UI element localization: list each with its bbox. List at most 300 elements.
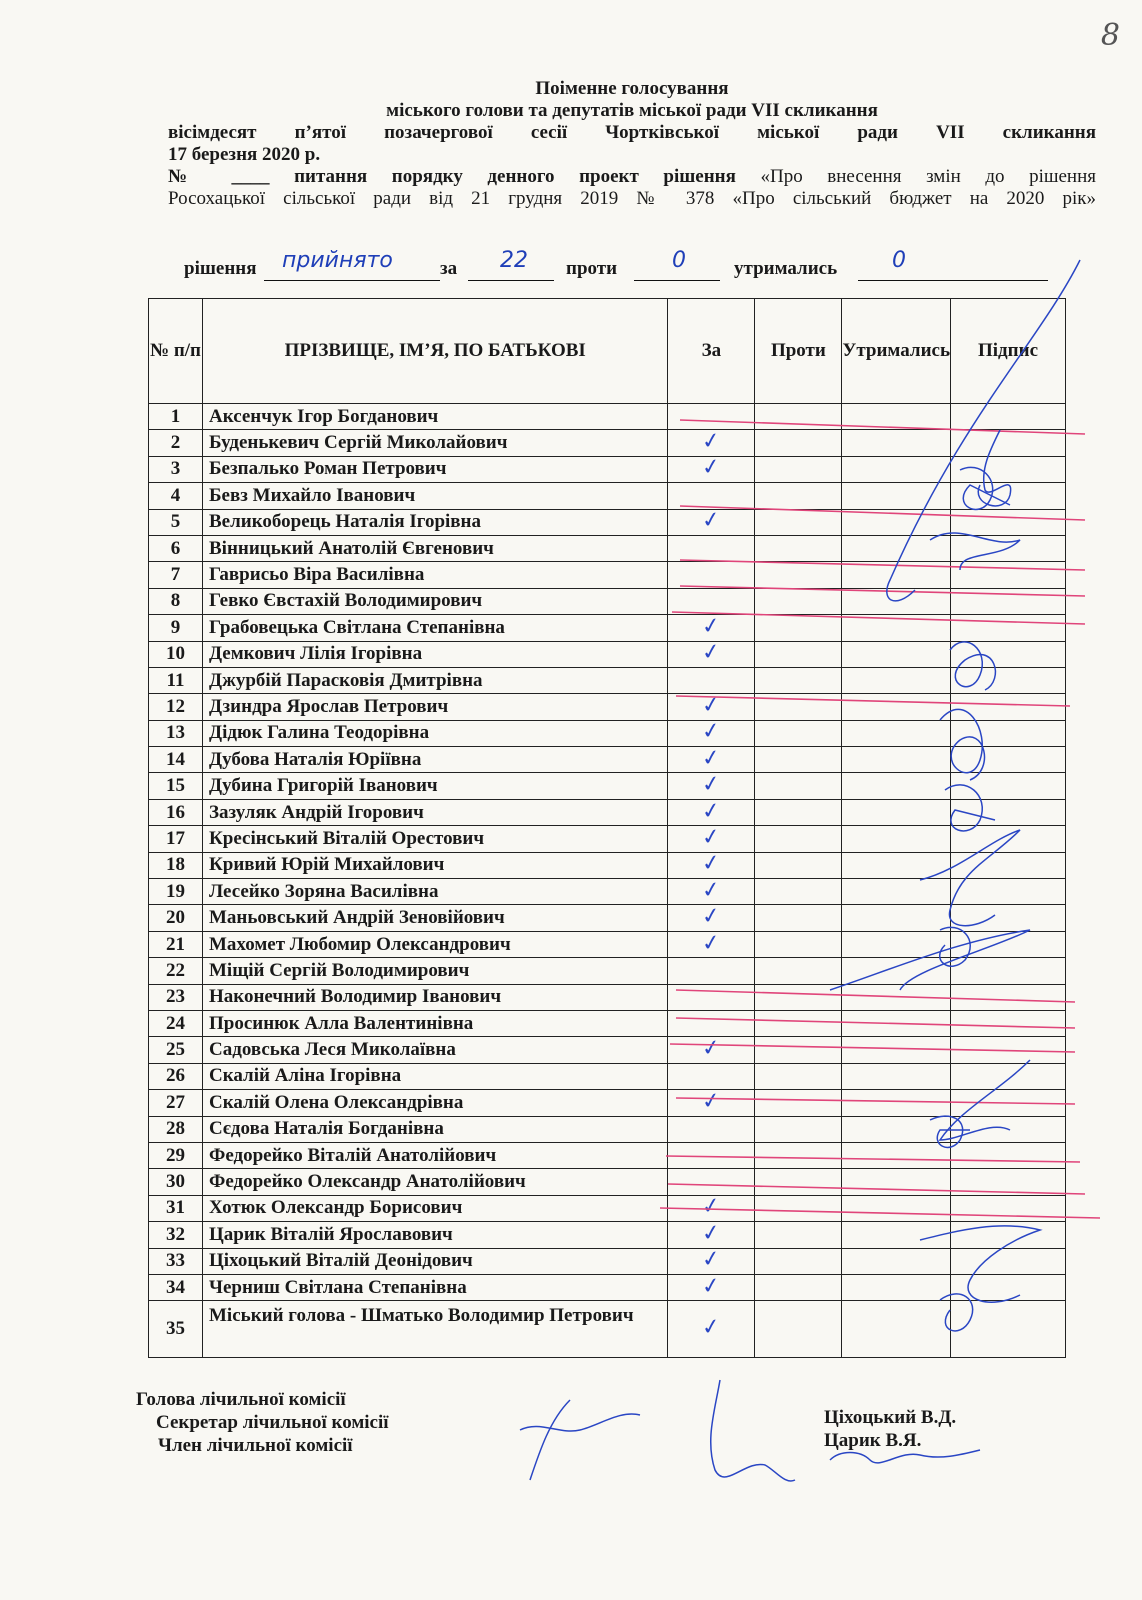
signature-cell	[951, 404, 1066, 430]
row-number: 20	[149, 905, 203, 931]
vote-abstain-cell	[842, 456, 951, 482]
decision-label: рішення	[184, 258, 257, 279]
abstain-count: 0	[892, 248, 906, 273]
table-row	[149, 984, 1066, 1010]
vote-against-cell	[755, 1248, 842, 1274]
vote-against-cell	[755, 588, 842, 614]
deputy-name: Ціхоцький Віталій Деонідович	[203, 1248, 668, 1274]
decision-value: прийнято	[282, 248, 393, 273]
signature-cell	[951, 879, 1066, 905]
deputy-name: Скалій Аліна Ігорівна	[203, 1063, 668, 1089]
vote-abstain-cell	[842, 958, 951, 984]
row-number: 5	[149, 509, 203, 535]
chair-signature	[520, 1400, 640, 1480]
row-number: 31	[149, 1195, 203, 1221]
vote-abstain-cell	[842, 615, 951, 641]
vote-for-cell	[668, 456, 755, 482]
agenda-item	[168, 166, 1096, 188]
table-row	[149, 879, 1066, 905]
vote-for-cell	[668, 984, 755, 1010]
table-row	[149, 404, 1066, 430]
vote-for-cell	[668, 1301, 755, 1358]
signature-cell	[951, 483, 1066, 509]
roll-call-table	[148, 298, 1066, 1358]
deputy-name: Кресінський Віталій Орестович	[203, 826, 668, 852]
checkmark-icon: ✓	[700, 850, 723, 878]
row-number: 23	[149, 984, 203, 1010]
table-row	[149, 1248, 1066, 1274]
checkmark-icon: ✓	[700, 691, 723, 720]
table-row	[149, 1274, 1066, 1300]
row-number: 1	[149, 404, 203, 430]
vote-abstain-cell	[842, 1274, 951, 1300]
deputy-name: Царик Віталій Ярославович	[203, 1222, 668, 1248]
signature-cell	[951, 1142, 1066, 1168]
deputy-name: Зазуляк Андрій Ігорович	[203, 799, 668, 825]
vote-for-cell	[668, 744, 755, 773]
decision-underline	[264, 280, 440, 281]
agenda-item-title-start: «Про внесення змін до рішення	[735, 166, 1097, 187]
vote-against-cell	[755, 1195, 842, 1221]
table-row	[149, 1142, 1066, 1168]
table-row	[149, 905, 1066, 931]
vote-against-cell	[755, 720, 842, 746]
checkmark-icon: ✓	[700, 718, 723, 746]
deputy-name: Дубова Наталія Юріївна	[203, 747, 668, 773]
deputy-name: Скалій Олена Олександрівна	[203, 1090, 668, 1116]
deputy-name: Гаврисьо Віра Василівна	[203, 562, 668, 588]
row-number: 25	[149, 1037, 203, 1063]
row-number: 22	[149, 958, 203, 984]
signature-cell	[951, 1116, 1066, 1142]
vote-for-cell	[668, 902, 755, 931]
row-number: 11	[149, 667, 203, 693]
vote-for-cell	[668, 667, 755, 693]
signature-cell	[951, 509, 1066, 535]
checkmark-icon: ✓	[700, 1219, 723, 1247]
vote-abstain-cell	[842, 1116, 951, 1142]
vote-against-cell	[755, 456, 842, 482]
row-number: 13	[149, 720, 203, 746]
chair-role: Голова лічильної комісії	[136, 1389, 346, 1410]
checkmark-icon: ✓	[700, 876, 723, 904]
row-number: 27	[149, 1090, 203, 1116]
checkmark-icon: ✓	[700, 823, 723, 852]
row-number: 24	[149, 1010, 203, 1036]
signature-cell	[951, 826, 1066, 852]
vote-abstain-cell	[842, 641, 951, 667]
vote-for-cell	[668, 641, 755, 667]
vote-for-cell	[668, 1034, 755, 1063]
deputy-name: Садовська Леся Миколаївна	[203, 1037, 668, 1063]
table-row	[149, 1222, 1066, 1248]
deputy-name: Хотюк Олександр Борисович	[203, 1195, 668, 1221]
vote-abstain-cell	[842, 826, 951, 852]
table-row	[149, 773, 1066, 799]
signature-cell	[951, 720, 1066, 746]
vote-against-cell	[755, 852, 842, 878]
checkmark-icon: ✓	[700, 1034, 723, 1063]
signature-cell	[951, 958, 1066, 984]
vote-for-cell	[668, 535, 755, 561]
signature-cell	[951, 430, 1066, 456]
signature-cell	[951, 588, 1066, 614]
vote-for-cell	[668, 483, 755, 509]
vote-against-cell	[755, 773, 842, 799]
vote-against-cell	[755, 1037, 842, 1063]
signature-cell	[951, 984, 1066, 1010]
signature-cell	[951, 905, 1066, 931]
vote-for-cell	[668, 612, 755, 641]
vote-for-cell	[668, 1063, 755, 1089]
table-row	[149, 1195, 1066, 1221]
vote-for-cell	[668, 1169, 755, 1195]
row-number: 34	[149, 1274, 203, 1300]
member-role: Член лічильної комісії	[158, 1435, 353, 1456]
table-row	[149, 1037, 1066, 1063]
header-name: ПРІЗВИЩЕ, ІМ’Я, ПО БАТЬКОВІ	[203, 299, 668, 404]
deputy-name: Кривий Юрій Михайлович	[203, 852, 668, 878]
vote-against-cell	[755, 826, 842, 852]
vote-abstain-cell	[842, 667, 951, 693]
vote-abstain-cell	[842, 588, 951, 614]
secretary-signature	[711, 1380, 795, 1481]
deputy-name: Вінницький Анатолій Євгенович	[203, 535, 668, 561]
table-row	[149, 430, 1066, 456]
table-row	[149, 1090, 1066, 1116]
vote-against-cell	[755, 1274, 842, 1300]
vote-abstain-cell	[842, 879, 951, 905]
vote-abstain-cell	[842, 852, 951, 878]
session-date: 17 березня 2020 р.	[168, 144, 321, 165]
checkmark-icon: ✓	[700, 797, 723, 825]
table-row	[149, 1301, 1066, 1358]
vote-against-cell	[755, 958, 842, 984]
vote-for-cell	[668, 799, 755, 825]
vote-for-cell	[668, 562, 755, 588]
vote-abstain-cell	[842, 1010, 951, 1036]
signature-cell	[951, 852, 1066, 878]
row-number: 16	[149, 799, 203, 825]
vote-for-cell	[668, 1219, 755, 1248]
signature-cell	[951, 1222, 1066, 1248]
table-row	[149, 456, 1066, 482]
deputy-name: Махомет Любомир Олександрович	[203, 931, 668, 957]
row-number: 10	[149, 641, 203, 667]
vote-abstain-cell	[842, 747, 951, 773]
signature-cell	[951, 1063, 1066, 1089]
vote-abstain-cell	[842, 773, 951, 799]
vote-for-cell	[668, 1087, 755, 1116]
vote-abstain-cell	[842, 720, 951, 746]
title-line-2: міського голови та депутатів міської ради VII скликання	[386, 100, 878, 121]
row-number: 29	[149, 1142, 203, 1168]
vote-against-cell	[755, 430, 842, 456]
vote-abstain-cell	[842, 1037, 951, 1063]
table-body	[149, 404, 1066, 1358]
row-number: 26	[149, 1063, 203, 1089]
vote-for-cell	[668, 404, 755, 430]
vote-for-cell	[668, 1010, 755, 1036]
row-number: 2	[149, 430, 203, 456]
vote-abstain-cell	[842, 562, 951, 588]
vote-abstain-cell	[842, 1063, 951, 1089]
vote-for-cell	[668, 876, 755, 905]
deputy-name: Бевз Михайло Іванович	[203, 483, 668, 509]
header-signature: Підпис	[951, 299, 1066, 404]
vote-for-cell	[668, 1142, 755, 1168]
signature-cell	[951, 773, 1066, 799]
vote-abstain-cell	[842, 1142, 951, 1168]
abstain-underline	[858, 280, 1048, 281]
signature-cell	[951, 1301, 1066, 1358]
page-marker: 8	[1100, 18, 1120, 53]
vote-against-cell	[755, 694, 842, 720]
vote-abstain-cell	[842, 535, 951, 561]
signature-cell	[951, 456, 1066, 482]
deputy-name: Просинюк Алла Валентинівна	[203, 1010, 668, 1036]
signature-cell	[951, 562, 1066, 588]
secretary-role: Секретар лічильної комісії	[156, 1412, 389, 1433]
deputy-name: Дідюк Галина Теодорівна	[203, 720, 668, 746]
vote-abstain-cell	[842, 1090, 951, 1116]
table-row	[149, 1169, 1066, 1195]
session-line: вісімдесят п’ятої позачергової сесії Чортківської міської ради VII скликання	[168, 122, 1096, 143]
deputy-name: Дзиндра Ярослав Петрович	[203, 694, 668, 720]
deputy-name: Буденькевич Сергій Миколайович	[203, 430, 668, 456]
deputy-name: Великоборець Наталія Ігорівна	[203, 509, 668, 535]
against-count: 0	[672, 248, 686, 273]
against-underline	[634, 280, 720, 281]
vote-against-cell	[755, 667, 842, 693]
row-number: 6	[149, 535, 203, 561]
deputy-name: Федорейко Віталій Анатолійович	[203, 1142, 668, 1168]
signature-cell	[951, 694, 1066, 720]
table-row	[149, 1116, 1066, 1142]
header-against: Проти	[755, 299, 842, 404]
vote-abstain-cell	[842, 1169, 951, 1195]
checkmark-icon: ✓	[700, 770, 723, 799]
row-number: 15	[149, 773, 203, 799]
row-number: 4	[149, 483, 203, 509]
vote-for-cell	[668, 509, 755, 535]
row-number: 8	[149, 588, 203, 614]
vote-against-cell	[755, 509, 842, 535]
vote-against-cell	[755, 1169, 842, 1195]
header-num: № п/п	[149, 299, 203, 404]
vote-for-cell	[668, 823, 755, 852]
checkmark-icon: ✓	[700, 507, 723, 535]
vote-for-cell	[668, 1248, 755, 1274]
row-number: 32	[149, 1222, 203, 1248]
signature-cell	[951, 641, 1066, 667]
vote-abstain-cell	[842, 799, 951, 825]
row-number: 7	[149, 562, 203, 588]
deputy-name: Грабовецька Світлана Степанівна	[203, 615, 668, 641]
vote-for-cell	[668, 588, 755, 614]
commission-names	[824, 1406, 956, 1452]
vote-against-cell	[755, 535, 842, 561]
table-header-row	[149, 299, 1066, 404]
deputy-name: Федорейко Олександр Анатолійович	[203, 1169, 668, 1195]
table-row	[149, 958, 1066, 984]
vote-against-cell	[755, 1063, 842, 1089]
row-number: 28	[149, 1116, 203, 1142]
checkmark-icon: ✓	[700, 1314, 723, 1342]
vote-against-cell	[755, 879, 842, 905]
checkmark-icon: ✓	[700, 744, 723, 772]
vote-against-cell	[755, 984, 842, 1010]
table-row	[149, 1010, 1066, 1036]
chair-name: Ціхоцький В.Д.	[824, 1407, 957, 1428]
checkmark-icon: ✓	[700, 1272, 723, 1300]
signature-cell	[951, 1248, 1066, 1274]
row-number: 17	[149, 826, 203, 852]
vote-abstain-cell	[842, 1248, 951, 1274]
deputy-name: Міський голова - Шматько Володимир Петрович	[203, 1301, 668, 1358]
signature-cell	[951, 1195, 1066, 1221]
vote-for-cell	[668, 1195, 755, 1221]
row-number: 12	[149, 694, 203, 720]
checkmark-icon: ✓	[700, 612, 723, 640]
checkmark-icon: ✓	[700, 1193, 723, 1221]
deputy-name: Дубина Григорій Іванович	[203, 773, 668, 799]
header-for: За	[668, 299, 755, 404]
vote-for-cell	[668, 720, 755, 746]
signature-cell	[951, 667, 1066, 693]
row-number: 19	[149, 879, 203, 905]
vote-against-cell	[755, 404, 842, 430]
table-row	[149, 667, 1066, 693]
vote-for-cell	[668, 770, 755, 799]
signature-cell	[951, 931, 1066, 957]
vote-abstain-cell	[842, 1195, 951, 1221]
vote-against-cell	[755, 1010, 842, 1036]
header-abstain: Утримались	[842, 299, 951, 404]
vote-against-cell	[755, 905, 842, 931]
vote-for-cell	[668, 1116, 755, 1142]
row-number: 18	[149, 852, 203, 878]
deputy-name: Лесейко Зоряна Василівна	[203, 879, 668, 905]
row-number: 30	[149, 1169, 203, 1195]
vote-abstain-cell	[842, 984, 951, 1010]
deputy-name: Сєдова Наталія Богданівна	[203, 1116, 668, 1142]
vote-against-cell	[755, 1116, 842, 1142]
table-row	[149, 588, 1066, 614]
signature-cell	[951, 1169, 1066, 1195]
vote-for-cell	[668, 931, 755, 957]
for-underline	[468, 280, 554, 281]
row-number: 9	[149, 615, 203, 641]
vote-against-cell	[755, 641, 842, 667]
abstain-label: утримались	[734, 258, 838, 279]
table-row	[149, 483, 1066, 509]
checkmark-icon: ✓	[700, 902, 723, 931]
deputy-name: Черниш Світлана Степанівна	[203, 1274, 668, 1300]
vote-for-cell	[668, 1274, 755, 1300]
vote-for-cell	[668, 691, 755, 720]
vote-for-cell	[668, 852, 755, 878]
row-number: 33	[149, 1248, 203, 1274]
row-number: 21	[149, 931, 203, 957]
vote-abstain-cell	[842, 905, 951, 931]
table-row	[149, 615, 1066, 641]
agenda-item-continued: Росохацької сільської ради від 21 грудня 2019 № 378 «Про сільський бюджет на 2020 рік»	[168, 188, 1096, 209]
agenda-item-label: № ____ питання порядку денного проект рішення	[168, 166, 736, 187]
deputy-name: Безпалько Роман Петрович	[203, 456, 668, 482]
vote-against-cell	[755, 1090, 842, 1116]
deputy-name: Наконечний Володимир Іванович	[203, 984, 668, 1010]
table-row	[149, 641, 1066, 667]
table-row	[149, 826, 1066, 852]
checkmark-icon: ✓	[700, 454, 723, 482]
vote-against-cell	[755, 1301, 842, 1358]
signature-cell	[951, 1274, 1066, 1300]
vote-abstain-cell	[842, 694, 951, 720]
vote-abstain-cell	[842, 931, 951, 957]
vote-against-cell	[755, 931, 842, 957]
commission-roles	[136, 1388, 389, 1457]
deputy-name: Маньовський Андрій Зеновійович	[203, 905, 668, 931]
table-row	[149, 509, 1066, 535]
vote-against-cell	[755, 562, 842, 588]
vote-abstain-cell	[842, 1222, 951, 1248]
deputy-name: Джурбій Парасковія Дмитрівна	[203, 667, 668, 693]
row-number: 35	[149, 1301, 203, 1358]
table-row	[149, 535, 1066, 561]
table-row	[149, 799, 1066, 825]
checkmark-icon: ✓	[700, 929, 723, 957]
for-count: 22	[500, 248, 528, 273]
vote-against-cell	[755, 799, 842, 825]
deputy-name: Гевко Євстахій Володимирович	[203, 588, 668, 614]
vote-for-cell	[668, 427, 755, 456]
checkmark-icon: ✓	[700, 427, 723, 456]
for-label: за	[440, 258, 458, 279]
vote-abstain-cell	[842, 483, 951, 509]
document-header	[168, 78, 1096, 210]
deputy-name: Демкович Лілія Ігорівна	[203, 641, 668, 667]
vote-abstain-cell	[842, 430, 951, 456]
vote-abstain-cell	[842, 509, 951, 535]
table-row	[149, 694, 1066, 720]
checkmark-icon: ✓	[700, 1087, 723, 1116]
row-number: 14	[149, 747, 203, 773]
table-row	[149, 562, 1066, 588]
signature-cell	[951, 799, 1066, 825]
signature-cell	[951, 747, 1066, 773]
row-number: 3	[149, 456, 203, 482]
vote-against-cell	[755, 747, 842, 773]
vote-against-cell	[755, 1142, 842, 1168]
secretary-name: Царик В.Я.	[824, 1430, 922, 1451]
table-row	[149, 931, 1066, 957]
against-label: проти	[566, 258, 618, 279]
signature-cell	[951, 1037, 1066, 1063]
vote-for-cell	[668, 958, 755, 984]
checkmark-icon: ✓	[700, 639, 723, 667]
signature-cell	[951, 615, 1066, 641]
deputy-name: Аксенчук Ігор Богданович	[203, 404, 668, 430]
table-row	[149, 720, 1066, 746]
table-row	[149, 852, 1066, 878]
signature-cell	[951, 1090, 1066, 1116]
signature-cell	[951, 1010, 1066, 1036]
vote-against-cell	[755, 615, 842, 641]
vote-abstain-cell	[842, 1301, 951, 1358]
deputy-name: Міщій Сергій Володимирович	[203, 958, 668, 984]
vote-abstain-cell	[842, 404, 951, 430]
